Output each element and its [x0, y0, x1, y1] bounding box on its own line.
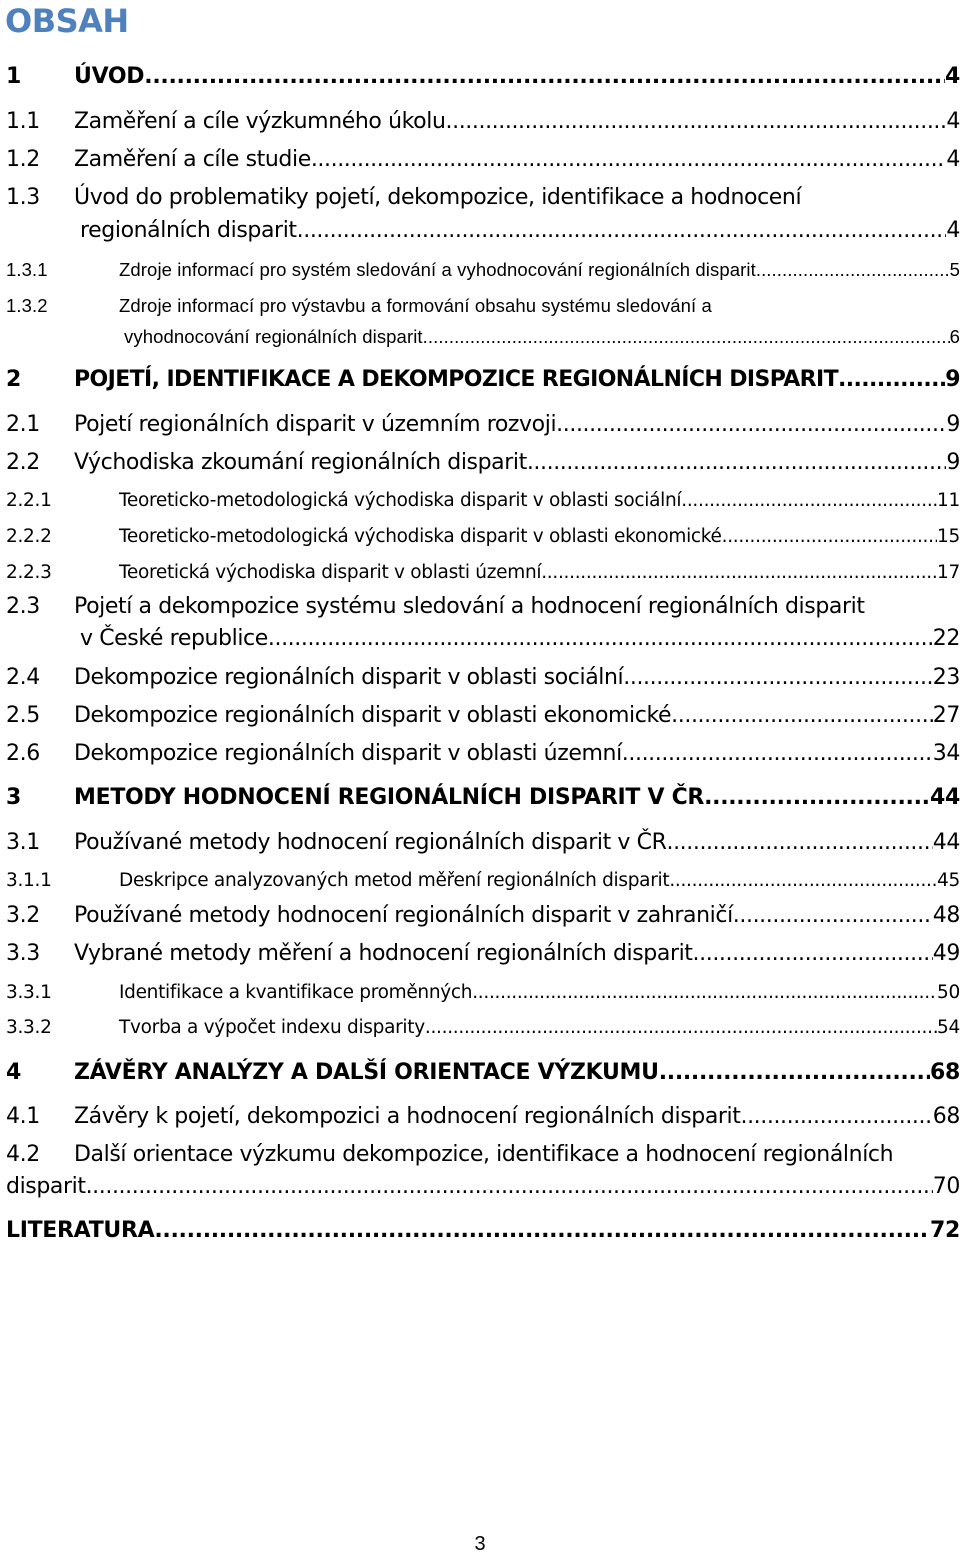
toc-entry-page: 17 — [937, 562, 960, 583]
toc-entry-2-1[interactable] — [6, 412, 960, 437]
dot-leader — [144, 64, 945, 89]
toc-entry-title-continuation: v České republice — [80, 626, 268, 651]
toc-entry-number: 4 — [6, 1060, 22, 1085]
toc-entry-title: Další orientace výzkumu dekompozice, identifikace a hodnocení regionálních — [74, 1142, 894, 1167]
toc-entry-page: 44 — [929, 785, 960, 810]
toc-entry-title: Pojetí a dekompozice systému sledování a hodnocení regionálních disparit — [74, 594, 865, 619]
toc-entry-2-6[interactable] — [6, 741, 960, 766]
toc-entry-number: 2.5 — [6, 703, 40, 728]
dot-leader — [669, 870, 937, 891]
toc-entry-number: 3.3.2 — [6, 1017, 52, 1038]
toc-entry-number: 2.2 — [6, 450, 40, 475]
toc-entry-1[interactable] — [6, 64, 960, 89]
toc-entry-3[interactable] — [6, 785, 960, 810]
toc-entry-title: Pojetí regionálních disparit v územním rozvoji — [74, 412, 557, 437]
toc-entry-number: 2.6 — [6, 741, 40, 766]
toc-entry-page: 44 — [932, 830, 960, 855]
toc-entry-3-1-1[interactable] — [6, 870, 960, 891]
dot-leader — [623, 665, 933, 690]
toc-entry-4-1[interactable] — [6, 1104, 960, 1129]
toc-entry-title: Dekompozice regionálních disparit v oblasti územní — [74, 741, 622, 766]
toc-entry-title: ZÁVĚRY ANALÝZY A DALŠÍ ORIENTACE VÝZKUMU — [74, 1060, 659, 1085]
toc-entry-2-4[interactable] — [6, 665, 960, 690]
toc-entry-number: 1.3.2 — [6, 295, 48, 316]
toc-entry-title: Tvorba a výpočet indexu disparity — [119, 1017, 425, 1038]
dot-leader — [671, 703, 933, 728]
toc-entry-title: Závěry k pojetí, dekompozici a hodnocení regionálních disparit — [74, 1104, 741, 1129]
toc-entry-page: 45 — [937, 870, 960, 891]
dot-leader — [693, 941, 933, 966]
toc-entry-2[interactable] — [6, 367, 960, 392]
dot-leader — [704, 785, 930, 810]
toc-entry-2-5[interactable] — [6, 703, 960, 728]
toc-entry-page: 15 — [937, 526, 960, 547]
toc-entry-title-continuation: vyhodnocování regionálních disparit — [124, 326, 423, 347]
dot-leader — [425, 1017, 937, 1038]
toc-entry-title-continuation: regionálních disparit — [80, 218, 297, 243]
toc-entry-number: 1 — [6, 64, 22, 89]
dot-leader — [722, 526, 937, 547]
toc-entry-number: 1.3.1 — [6, 259, 48, 280]
toc-entry-page: 11 — [937, 490, 960, 511]
toc-entry-title: METODY HODNOCENÍ REGIONÁLNÍCH DISPARIT V ČR — [74, 785, 705, 810]
dot-leader — [659, 1060, 930, 1085]
toc-entry-3-1[interactable] — [6, 830, 960, 855]
toc-entry-page: 9 — [945, 367, 960, 392]
toc-entry-number: 3 — [6, 785, 22, 810]
toc-entry-title: Úvod do problematiky pojetí, dekompozice, identifikace a hodnocení — [74, 185, 802, 210]
toc-entry-number: 2.2.1 — [6, 490, 52, 511]
toc-entry-page: 9 — [946, 412, 960, 437]
toc-entry-page: 27 — [932, 703, 960, 728]
toc-entry-number: 3.1 — [6, 830, 40, 855]
toc-entry-page: 72 — [929, 1218, 960, 1243]
toc-entry-3-3-2[interactable] — [6, 1017, 960, 1038]
toc-entry-number: 3.2 — [6, 903, 40, 928]
dot-leader — [268, 626, 933, 651]
dot-leader — [154, 1218, 930, 1243]
toc-entry-1-1[interactable] — [6, 109, 960, 134]
toc-entry-title: Zdroje informací pro systém sledování a vyhodnocování regionálních disparit — [119, 259, 756, 280]
toc-entry-3-2[interactable] — [6, 903, 960, 928]
dot-leader — [740, 1104, 932, 1129]
toc-entry-number: 1.2 — [6, 147, 40, 172]
toc-entry-title: Vybrané metody měření a hodnocení regionálních disparit — [74, 941, 693, 966]
dot-leader — [472, 982, 937, 1003]
dot-leader — [622, 741, 933, 766]
toc-entry-number: 1.1 — [6, 109, 40, 134]
toc-entry-number: 2.3 — [6, 594, 40, 619]
toc-entry-1-3-1[interactable] — [6, 259, 960, 281]
toc-entry-page: 4 — [946, 109, 960, 134]
toc-entry-title: Zaměření a cíle studie — [74, 147, 311, 172]
toc-entry-number: 3.1.1 — [6, 870, 52, 891]
toc-entry-page: 4 — [946, 147, 960, 172]
toc-entry-3-3[interactable] — [6, 941, 960, 966]
toc-entry-number: 1.3 — [6, 185, 40, 210]
toc-entry-2-2-3[interactable] — [6, 562, 960, 583]
toc-entry-1-2[interactable] — [6, 147, 960, 172]
dot-leader — [733, 903, 933, 928]
toc-entry-number: 2.2.3 — [6, 562, 52, 583]
toc-entry-number: 3.3.1 — [6, 982, 52, 1003]
toc-entry-title: ÚVOD — [74, 64, 145, 89]
toc-entry-page: 9 — [946, 450, 960, 475]
toc-entry-page: 4 — [946, 218, 960, 243]
toc-entry-title: Deskripce analyzovaných metod měření regionálních disparit — [119, 870, 670, 891]
toc-entry-page: 50 — [937, 982, 960, 1003]
toc-entry-title: Zdroje informací pro výstavbu a formování obsahu systému sledování a — [119, 295, 712, 316]
toc-entry-number: 2 — [6, 367, 21, 392]
toc-entry-title: Zaměření a cíle výzkumného úkolu — [74, 109, 446, 134]
dot-leader — [311, 147, 947, 172]
dot-leader — [297, 218, 947, 243]
toc-entry-title: Dekompozice regionálních disparit v oblasti sociální — [74, 665, 624, 690]
toc-entry-page: 48 — [932, 903, 960, 928]
toc-entry-number: 2.2.2 — [6, 526, 52, 547]
toc-entry-number: 4.1 — [6, 1104, 40, 1129]
toc-entry-page: 5 — [949, 259, 960, 280]
toc-entry-title-continuation: disparit — [6, 1174, 86, 1199]
toc-entry-page: 4 — [944, 64, 960, 89]
toc-entry-number: 2.4 — [6, 665, 40, 690]
toc-entry-page: 22 — [932, 626, 960, 651]
toc-entry-literatura[interactable] — [6, 1218, 960, 1243]
page-title: OBSAH — [5, 2, 129, 40]
toc-entry-2-2[interactable] — [6, 450, 960, 475]
toc-entry-title: Teoretická východiska disparit v oblasti územní — [119, 562, 542, 583]
dot-leader — [446, 109, 947, 134]
dot-leader — [838, 367, 945, 392]
toc-entry-1-3-2-continuation[interactable] — [6, 326, 960, 348]
toc-entry-1-3[interactable] — [6, 185, 960, 210]
toc-entry-title: LITERATURA — [6, 1218, 155, 1243]
toc-entry-title: Identifikace a kvantifikace proměnných — [119, 982, 473, 1003]
dot-leader — [527, 450, 947, 475]
dot-leader — [86, 1174, 933, 1199]
dot-leader — [541, 562, 937, 583]
toc-entry-title: Teoreticko-metodologická východiska disparit v oblasti ekonomické — [119, 526, 722, 547]
toc-entry-page: 68 — [929, 1060, 960, 1085]
dot-leader — [681, 490, 937, 511]
toc-entry-title: POJETÍ, IDENTIFIKACE A DEKOMPOZICE REGIONÁLNÍCH DISPARIT — [74, 367, 839, 392]
toc-entry-number: 4.2 — [6, 1142, 40, 1167]
toc-entry-page: 34 — [932, 741, 960, 766]
toc-entry-title: Používané metody hodnocení regionálních disparit v zahraničí — [74, 903, 733, 928]
toc-entry-page: 68 — [932, 1104, 960, 1129]
toc-entry-title: Východiska zkoumání regionálních disparit — [74, 450, 527, 475]
toc-entry-number: 3.3 — [6, 941, 40, 966]
toc-entry-page: 6 — [949, 326, 960, 347]
toc-entry-1-3-continuation[interactable] — [6, 218, 960, 243]
dot-leader — [556, 412, 946, 437]
toc-entry-2-2-1[interactable] — [6, 490, 960, 511]
toc-entry-page: 49 — [932, 941, 960, 966]
toc-entry-title: Používané metody hodnocení regionálních disparit v ČR — [74, 830, 667, 855]
toc-entry-4[interactable] — [6, 1060, 960, 1085]
toc-entry-2-3-continuation[interactable] — [6, 626, 960, 651]
toc-entry-3-3-1[interactable] — [6, 982, 960, 1003]
toc-entry-page: 54 — [937, 1017, 960, 1038]
toc-entry-4-2-continuation[interactable] — [6, 1174, 960, 1199]
toc-entry-2-3[interactable] — [6, 594, 960, 619]
toc-entry-page: 23 — [932, 665, 960, 690]
toc-entry-title: Teoreticko-metodologická východiska disparit v oblasti sociální — [119, 490, 682, 511]
toc-entry-page: 70 — [932, 1174, 960, 1199]
dot-leader — [666, 830, 932, 855]
toc-entry-number: 2.1 — [6, 412, 40, 437]
toc-entry-1-3-2[interactable] — [6, 295, 960, 317]
toc-entry-2-2-2[interactable] — [6, 526, 960, 547]
toc-entry-4-2[interactable] — [6, 1142, 960, 1167]
dot-leader — [756, 259, 950, 281]
page-number: 3 — [474, 1533, 486, 1555]
dot-leader — [423, 326, 950, 348]
toc-entry-title: Dekompozice regionálních disparit v oblasti ekonomické — [74, 703, 672, 728]
